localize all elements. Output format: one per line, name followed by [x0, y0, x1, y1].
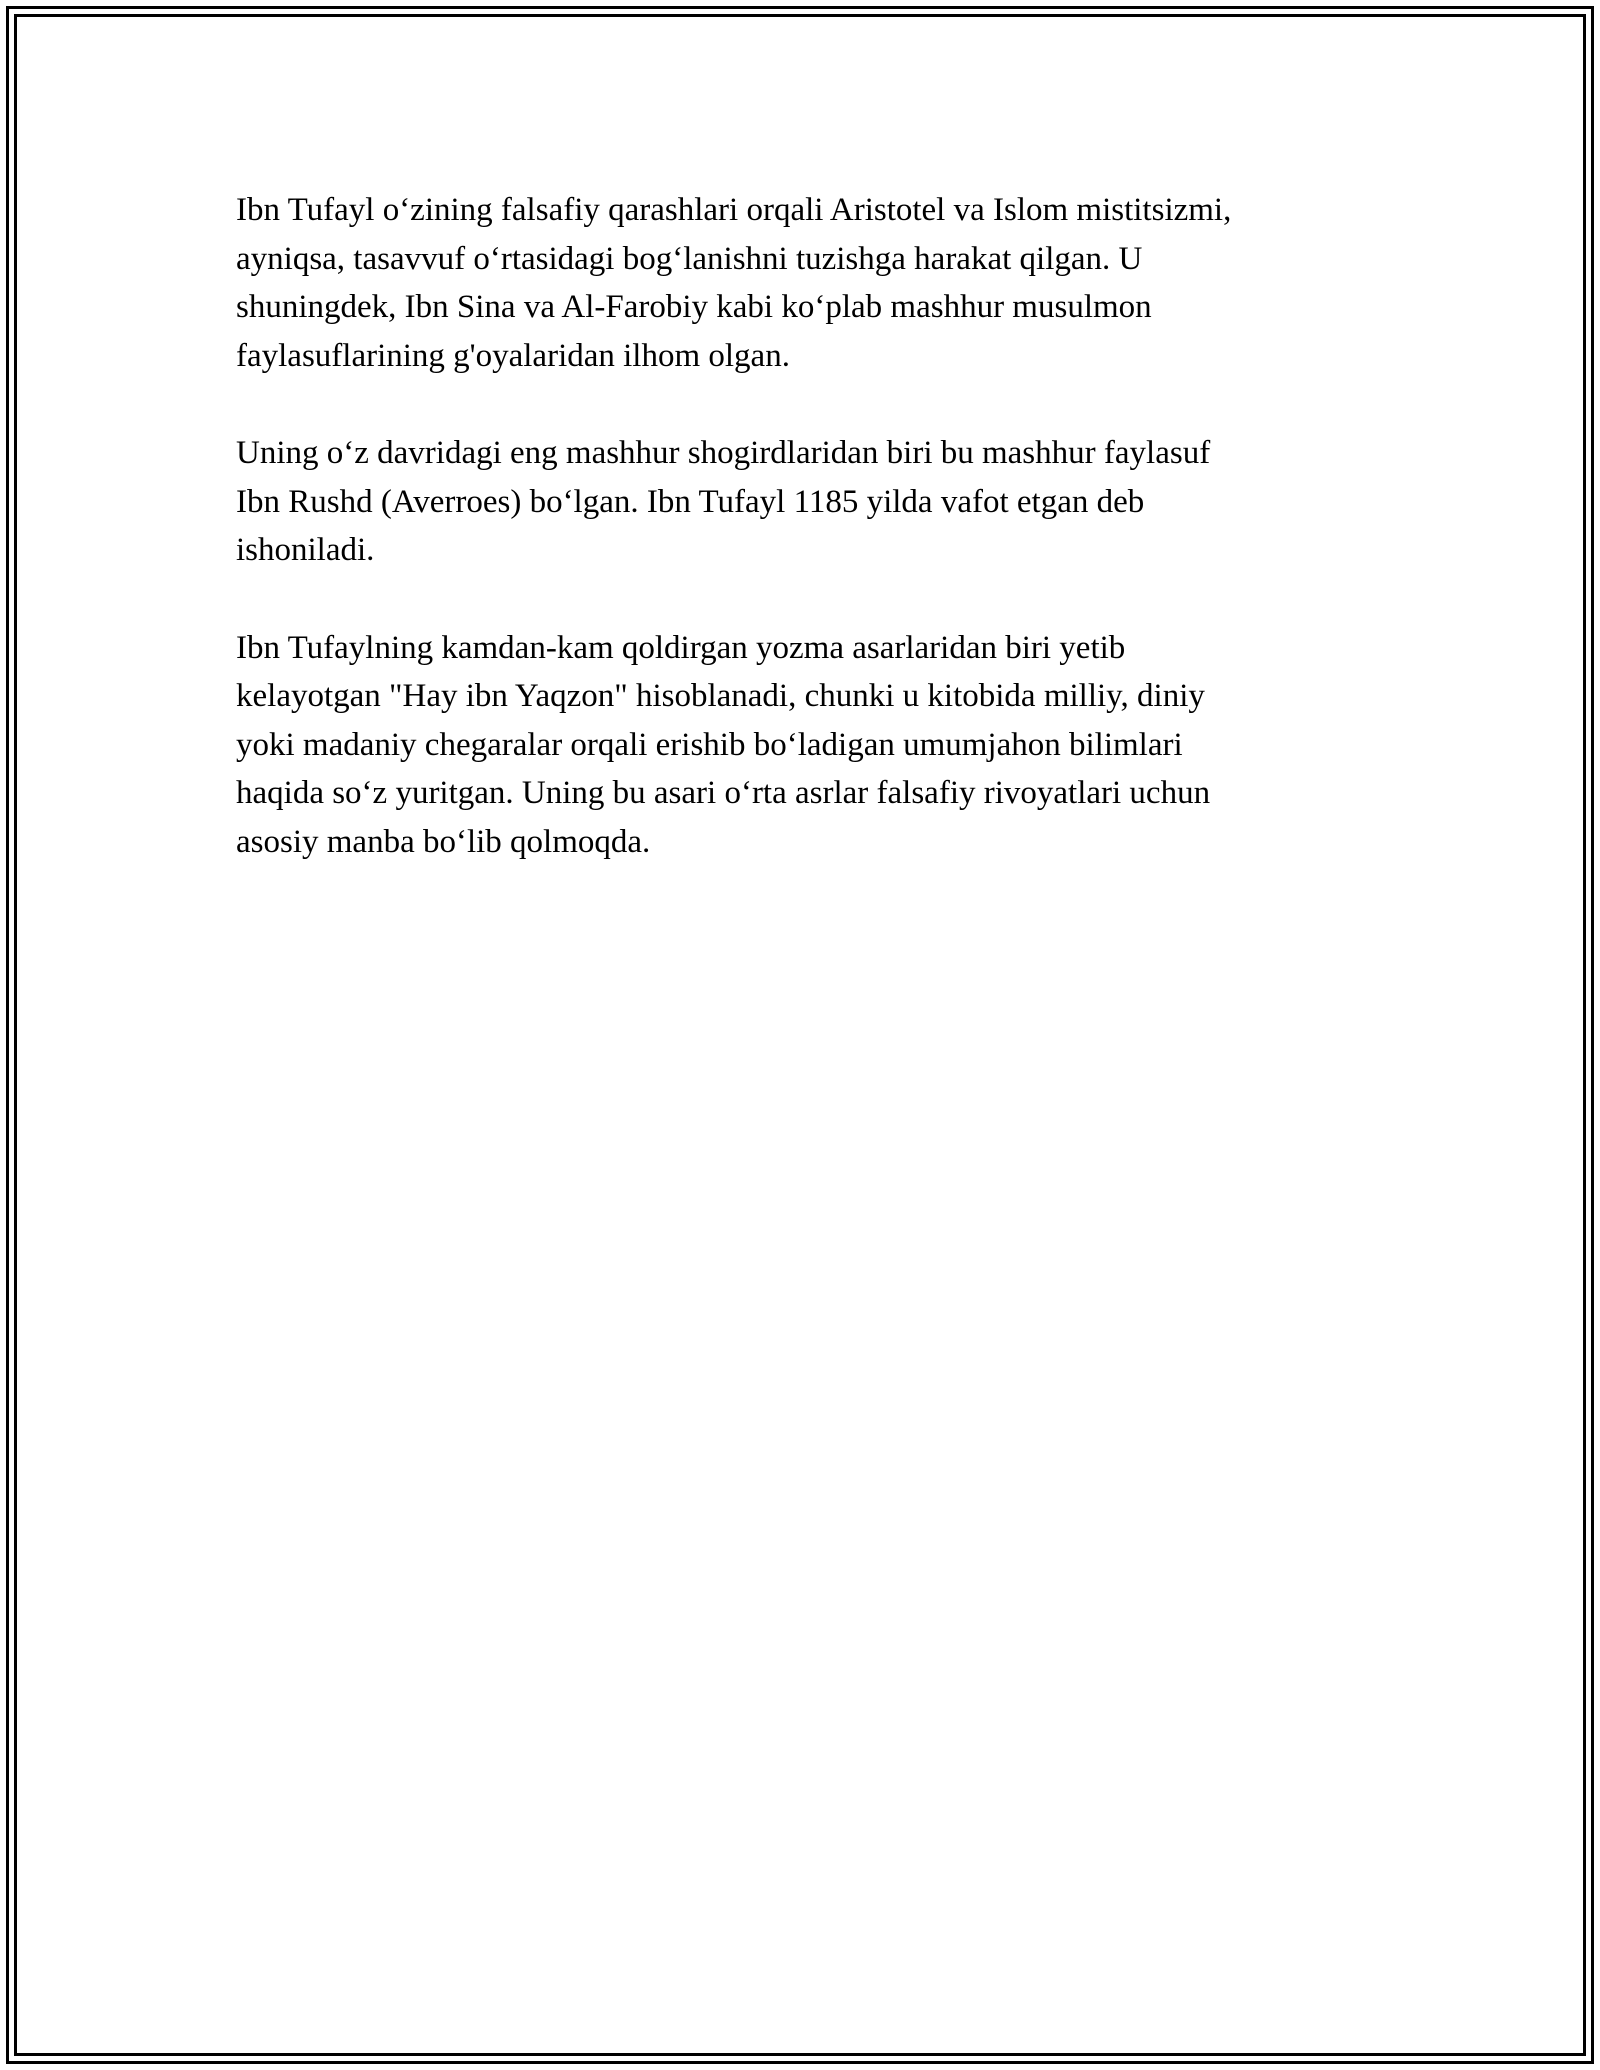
text-line: Ibn Rushd (Averroes) bo‘lgan. Ibn Tufayl 1185 yilda vafot etgan deb	[236, 483, 1145, 520]
paragraph	[236, 429, 1376, 575]
text-line: yoki madaniy chegaralar orqali erishib bo‘ladigan umumjahon bilimlari	[236, 726, 1183, 763]
text-line: shuningdek, Ibn Sina va Al-Farobiy kabi ko‘plab mashhur musulmon	[236, 289, 1152, 325]
text-line: haqida so‘z yuritgan. Uning bu asari o‘rta asrlar falsafiy rivoyatlari uchun	[236, 775, 1211, 811]
text-line: asosiy manba bo‘lib qolmoqda.	[236, 823, 651, 860]
text-line: Uning o‘z davridagi eng mashhur shogirdlaridan biri bu mashhur faylasuf	[236, 435, 1211, 471]
text-line: ayniqsa, tasavvuf o‘rtasidagi bog‘lanishni tuzishga harakat qilgan. U	[236, 240, 1143, 277]
document-body	[236, 186, 1376, 915]
paragraph	[236, 624, 1376, 867]
text-line: faylasuflarining g'oyalaridan ilhom olgan.	[236, 337, 790, 374]
paragraph	[236, 186, 1376, 380]
text-line: kelayotgan "Hay ibn Yaqzon" hisoblanadi, chunki u kitobida milliy, diniy	[236, 678, 1205, 714]
text-line: ishoniladi.	[236, 532, 375, 568]
text-line: Ibn Tufayl o‘zining falsafiy qarashlari orqali Aristotel va Islom mistitsizmi,	[236, 192, 1232, 228]
text-line: Ibn Tufaylning kamdan-kam qoldirgan yozma asarlaridan biri yetib	[236, 629, 1126, 666]
